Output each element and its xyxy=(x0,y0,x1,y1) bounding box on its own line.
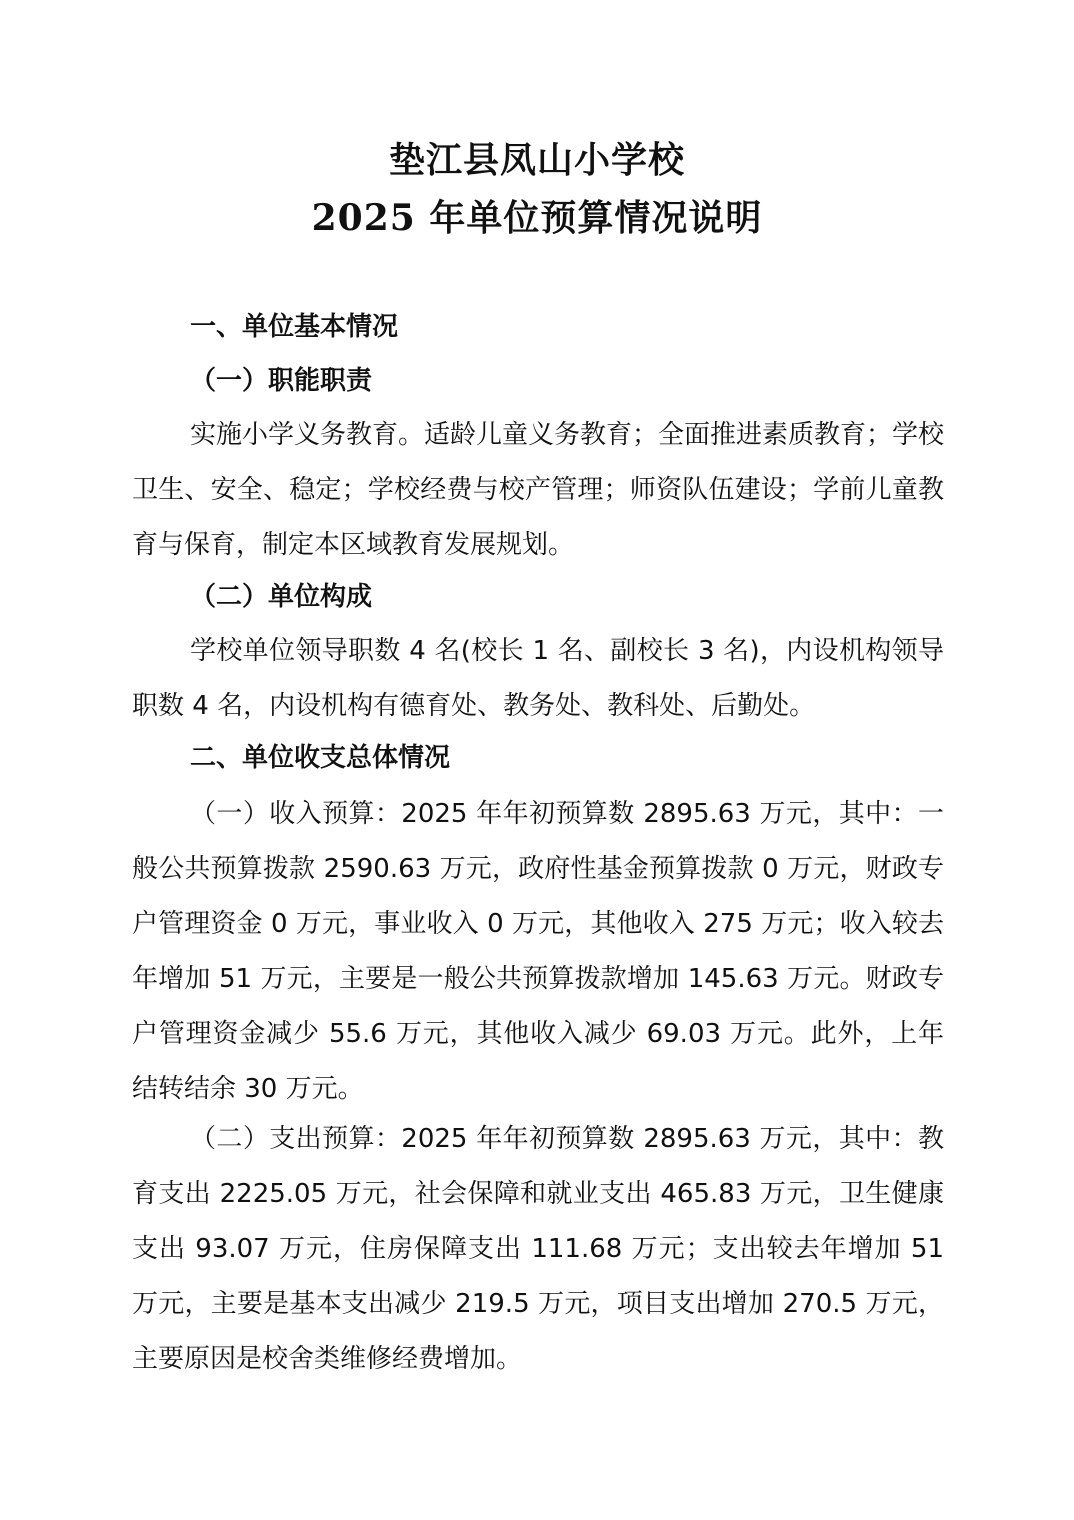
document-title-line2: 2025 年单位预算情况说明 xyxy=(311,197,763,239)
section1-sub2-text: 学校单位领导职数 4 名(校长 1 名、副校长 3 名)，内设机构领导职数 4 名，内设机构有德育处、教务处、教科处、后勤处。 xyxy=(132,636,944,721)
document-title-line1: 垫江县凤山小学校 xyxy=(388,139,685,181)
section1-sub2-heading: （二）单位构成 xyxy=(190,582,373,612)
section1-sub1-heading: （一）职能职责 xyxy=(190,366,373,396)
section2-heading: 二、单位收支总体情况 xyxy=(190,743,451,773)
section2-expense-text: （二）支出预算：2025 年年初预算数 2895.63 万元，其中：教育支出 2225.05 万元，社会保障和就业支出 465.83 万元，卫生健康支出 93.07 万元，住房保障支出 111.68 万元；支出较去年增加 51 万元，主要是基本支出减少 219.5 万元，项目支出增加 270.5 万元，主要原因是校舍类维修经费增加。 xyxy=(132,1124,944,1374)
section1-heading: 一、单位基本情况 xyxy=(190,312,399,342)
section1-sub1-text: 实施小学义务教育。适龄儿童义务教育；全面推进素质教育；学校卫生、安全、稳定；学校经费与校产管理；师资队伍建设；学前儿童教育与保育，制定本区域教育发展规划。 xyxy=(132,420,945,560)
section2-income-text: （一）收入预算：2025 年年初预算数 2895.63 万元，其中：一般公共预算拨款 2590.63 万元，政府性基金预算拨款 0 万元，财政专户管理资金 0 万元，事业收入 0 万元，其他收入 275 万元；收入较去年增加 51 万元，主要是一般公共预算拨款增加 145.63 万元。财政专户管理资金减少 55.6 万元，其他收入减少 69.03 万元。此外，上年结转结余 30 万元。 xyxy=(132,799,944,1104)
